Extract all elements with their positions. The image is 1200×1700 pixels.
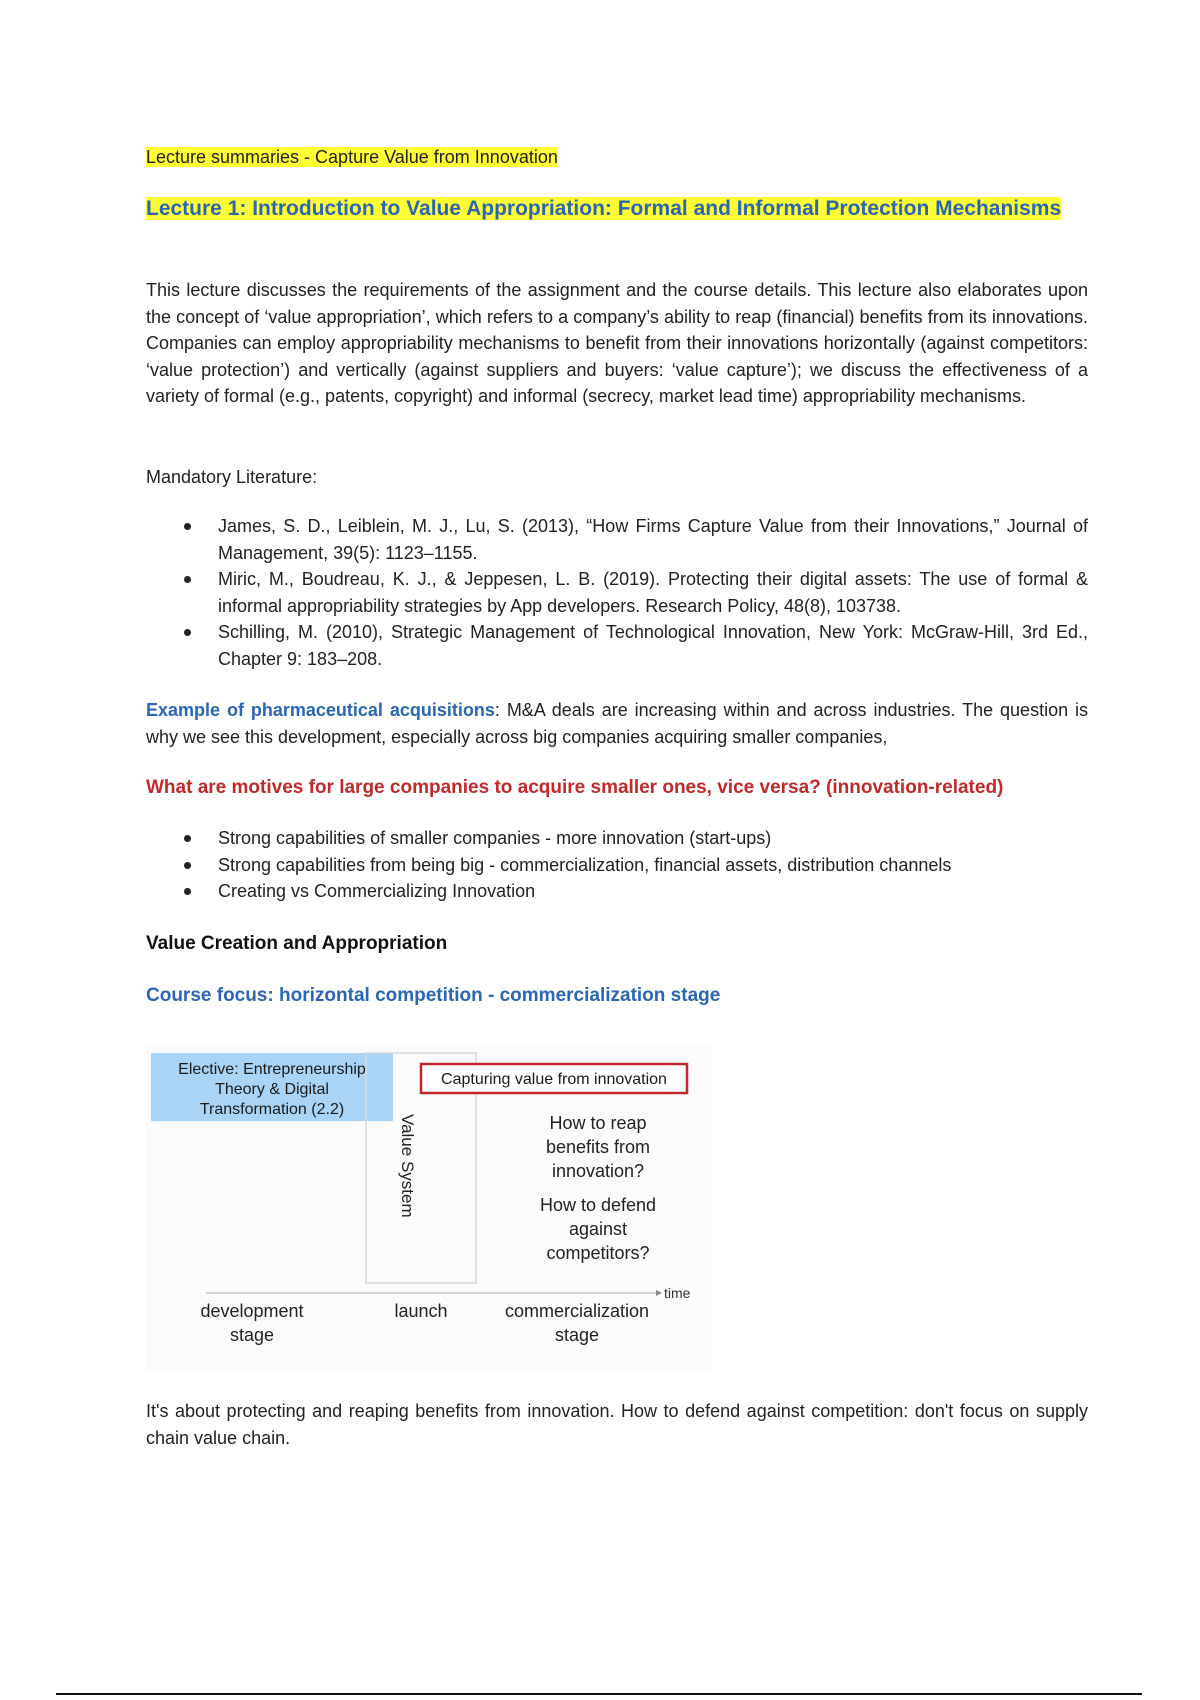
- value-appropriation-diagram: [146, 1045, 711, 1370]
- example-paragraph-text: [146, 697, 1088, 750]
- question-defend-line-3: competitors?: [546, 1243, 650, 1263]
- closing-paragraph-text: It's about protecting and reaping benefits from innovation. How to defend against competition: don't focus on supply chain value chain.: [146, 1401, 1088, 1448]
- elective-line-2: Theory & Digital: [215, 1081, 329, 1098]
- question-reap-line-3: innovation?: [551, 1161, 645, 1181]
- reference-item: Miric, M., Boudreau, K. J., & Jeppesen, L. B. (2019). Protecting their digital assets: The use of formal & informal appropriability strategies by App developers. Research Policy, 48(8), 103738.: [146, 566, 1088, 619]
- lecture-heading-text: Lecture 1: Introduction to Value Appropriation: Formal and Informal Protection Mechanisms: [146, 197, 1062, 220]
- mandatory-literature-label: Mandatory Literature:: [146, 467, 318, 487]
- reference-item: Schilling, M. (2010), Strategic Management of Technological Innovation, New York: McGraw-Hill, 3rd Ed., Chapter 9: 183–208.: [146, 619, 1088, 672]
- example-paragraph: [146, 697, 1088, 750]
- motives-list: [146, 825, 1088, 905]
- question-defend-line-1: How to defend: [539, 1195, 657, 1215]
- footer-divider: [56, 1693, 1142, 1695]
- question-reap-line-1: How to reap: [549, 1113, 647, 1133]
- course-focus-heading: Course focus: horizontal competition - commercialization stage: [146, 985, 721, 1006]
- stage-commercialization-line-2: stage: [554, 1325, 600, 1345]
- value-creation-heading: Value Creation and Appropriation: [146, 933, 448, 954]
- motive-item: Strong capabilities of smaller companies - more innovation (start-ups): [146, 825, 1088, 852]
- elective-line-1: Elective: Entrepreneurship: [178, 1061, 366, 1078]
- value-system-label: Value System: [398, 1114, 417, 1218]
- intro-paragraph-text: This lecture discusses the requirements of the assignment and the course details. This lecture also elaborates upon the concept of ‘value appropriation’, which refers to a company’s ability to reap (financial) benefits from its innovations. Companies can employ appropriability mechanisms to benefit from their innovations horizontally (against competitors: ‘value protection’) and vertically (against suppliers and buyers: ‘value capture’); we discuss the effectiveness of a variety of formal (e.g., patents, copyright) and informal (secrecy, market lead time) appropriability mechanisms.: [146, 280, 1088, 406]
- reference-item: James, S. D., Leiblein, M. J., Lu, S. (2013), “How Firms Capture Value from their Innovations,” Journal of Management, 39(5): 1123–1155.: [146, 513, 1088, 566]
- motive-item: Creating vs Commercializing Innovation: [146, 878, 1088, 905]
- closing-paragraph: [146, 1398, 1088, 1451]
- document-title-text: Lecture summaries - Capture Value from Innovation: [146, 147, 558, 167]
- motives-heading: What are motives for large companies to acquire smaller ones, vice versa? (innovation-related): [146, 777, 1004, 798]
- document-title: [146, 145, 558, 169]
- stage-development-line-1: development: [200, 1301, 304, 1321]
- question-reap-line-2: benefits from: [545, 1137, 651, 1157]
- example-text: : M&A deals are increasing within and across industries. The question is why we see this development, especially across big companies acquiring smaller companies,: [146, 700, 1089, 747]
- time-axis-label: time: [664, 1285, 691, 1301]
- example-label: Example of pharmaceutical acquisitions: [146, 700, 495, 720]
- lecture-heading: [146, 193, 1088, 224]
- stage-development-line-2: stage: [229, 1325, 275, 1345]
- elective-line-3: Transformation (2.2): [199, 1101, 345, 1118]
- question-defend-line-2: against: [568, 1219, 628, 1239]
- intro-paragraph: [146, 277, 1088, 410]
- capturing-value-label: Capturing value from innovation: [441, 1071, 667, 1088]
- references-list: [146, 513, 1088, 672]
- stage-commercialization-line-1: commercialization: [504, 1301, 650, 1321]
- motive-item: Strong capabilities from being big - commercialization, financial assets, distribution channels: [146, 852, 1088, 879]
- stage-launch: launch: [394, 1301, 448, 1321]
